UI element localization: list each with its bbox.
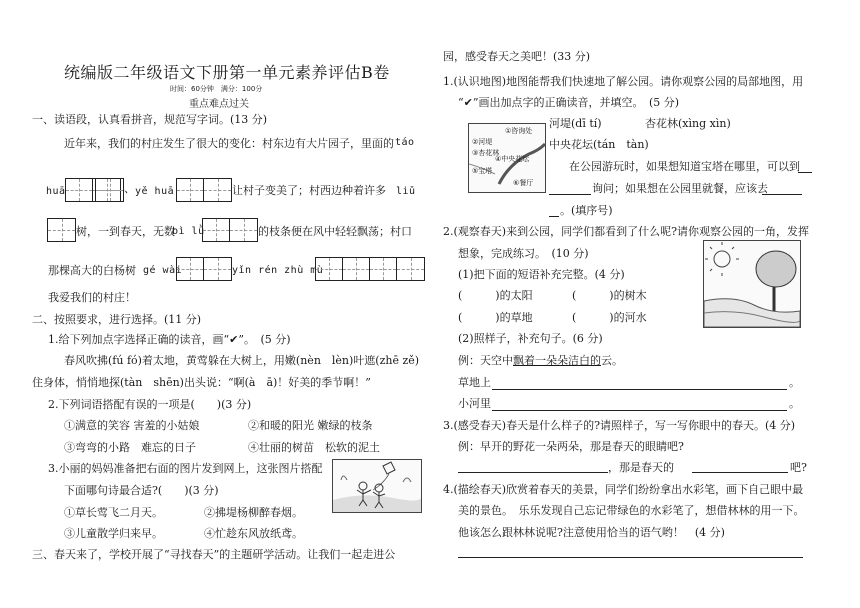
page-title: 统编版二年级语文下册第一单元素养评估B卷 xyxy=(64,63,390,82)
phrase-grass[interactable]: ( )的草地 xyxy=(458,311,533,324)
writing-grid-tao[interactable] xyxy=(95,178,124,202)
option-2-3-3[interactable]: ③儿童散学归来早。 xyxy=(64,527,163,540)
answer-blank-pagoda-2[interactable] xyxy=(549,194,591,195)
answer-line-spring-1[interactable] xyxy=(458,472,608,473)
map-label-3: ③杏花林 xyxy=(472,149,500,157)
paragraph-line-6: 我爱我们的村庄！ xyxy=(48,291,136,304)
answer-line-spring-2[interactable] xyxy=(692,472,788,473)
paragraph-line-3: 树，一到春天，无数 xyxy=(76,225,175,238)
park-map-image xyxy=(468,123,546,193)
option-2-3-4[interactable]: ④忙趁东风放纸鸢。 xyxy=(204,527,303,540)
question-3-1: 1.(认识地图)地图能帮我们快速地了解公园。请你观察公园的局部地图，用 xyxy=(443,75,804,88)
writing-grid-gewai[interactable] xyxy=(176,257,232,281)
option-2-2-4[interactable]: ④壮丽的树苗 松软的泥土 xyxy=(248,441,380,454)
question-3-2: 2.(观察春天)来到公园，同学们都看到了什么呢?请你观察公园的一角，发挥 xyxy=(443,225,809,238)
writing-grid-liu[interactable] xyxy=(47,218,76,242)
example-sentence-prefix: 例：天空中 xyxy=(458,354,513,367)
option-2-2-2[interactable]: ②和暖的阳光 嫩绿的枝条 xyxy=(248,419,373,432)
option-2-2-1[interactable]: ①满意的笑容 害羞的小姑娘 xyxy=(64,419,200,432)
question-2-3: 3.小丽的妈妈准备把右面的图片发到网上，这张图片搭配 xyxy=(48,462,323,475)
option-2-3-2[interactable]: ②拂堤杨柳醉春烟。 xyxy=(204,506,303,519)
park-scene-image xyxy=(703,240,801,328)
question-2-1: 1.给下列加点字选择正确的读音，画“✔”。 (5 分) xyxy=(48,333,291,346)
writing-grid-yinrenzhumu[interactable] xyxy=(315,257,425,281)
map-label-1: ①咨询处 xyxy=(505,127,533,135)
paragraph-line-5: 那棵高大的白杨树 xyxy=(48,264,136,277)
question-3-1-note: 。(填序号) xyxy=(560,204,613,217)
question-2-2: 2.下列词语搭配有误的一项是( )(3 分) xyxy=(48,398,252,411)
question-3-3-mid: ，那是春天的 xyxy=(608,461,674,474)
phrase-trees[interactable]: ( )的树木 xyxy=(572,289,647,302)
question-3-4: 4.(描绘春天)欣赏着春天的美景，同学们纷纷拿出水彩笔，画下自己眼中最 xyxy=(443,483,804,496)
question-2-3-b: 下面哪句诗最合适?( )(3 分) xyxy=(64,484,219,497)
question-3-2-b: 想象，完成练习。 (10 分) xyxy=(458,247,589,260)
answer-line-river[interactable] xyxy=(492,410,787,411)
reading-river-bank[interactable]: 河堤(dī tí) xyxy=(549,117,602,130)
question-3-3: 3.(感受春天)春天是什么样子的?请照样子，写一写你眼中的春天。(4 分) xyxy=(443,419,796,432)
pinyin-tao: táo xyxy=(395,137,415,148)
pinyin-bilv: bì lǜ xyxy=(172,226,205,237)
option-2-3-1[interactable]: ①草长莺飞二月天。 xyxy=(64,506,163,519)
sentence-grass-end: 。 xyxy=(789,376,800,389)
reading-apricot-grove[interactable]: 杏花林(xìng xìn) xyxy=(645,117,731,130)
section-3-heading: 三、春天来了，学校开展了“寻找春天”的主题研学活动。让我们一起走进公 xyxy=(32,548,396,561)
section-3-continued: 园，感受春天之美吧！(33 分) xyxy=(443,50,591,63)
answer-blank-pagoda[interactable] xyxy=(798,172,812,173)
question-3-1-b: “✔”画出加点字的正确读音，并填空。 (5 分) xyxy=(458,96,680,109)
sentence-river: 小河里 xyxy=(458,397,491,410)
answer-blank-dining[interactable] xyxy=(762,194,802,195)
section-subtitle: 重点难点过关 xyxy=(189,99,249,110)
question-3-3-end: 吧? xyxy=(790,461,807,474)
example-sentence-label xyxy=(458,354,623,368)
option-2-2-3[interactable]: ③弯弯的小路 难忘的日子 xyxy=(64,441,196,454)
pinyin-hua: huā xyxy=(46,186,66,197)
map-label-2: ②河堤 xyxy=(472,138,493,146)
question-3-2-part1: (1)把下面的短语补充完整。(4 分) xyxy=(458,268,625,281)
paragraph-line-4: 的枝条便在风中轻轻飘荡；村口 xyxy=(258,225,412,238)
paragraph-line-1: 近年来，我们的村庄发生了很大的变化：村东边有大片园子，里面的 xyxy=(64,137,394,150)
map-label-5: ⑤宝塔 xyxy=(472,167,493,175)
pinyin-yinrenzhumu: yǐn rén zhù mù xyxy=(232,265,324,276)
writing-grid-bilv[interactable] xyxy=(202,218,258,242)
map-label-4: ④中央花坛 xyxy=(495,155,530,163)
example-sentence-underlined: 飘着一朵朵洁白的 xyxy=(513,354,601,367)
question-2-1-text-b: 住身体，悄悄地探(tàn shēn)出头说：“啊(à ā)！好美的季节啊！” xyxy=(32,376,371,389)
section-1-heading: 一、读语段，认真看拼音，规范写字词。(13 分) xyxy=(32,113,268,126)
answer-line-borrow[interactable] xyxy=(458,557,803,558)
phrase-sun[interactable]: ( )的太阳 xyxy=(458,289,533,302)
pinyin-yehua: yě huā xyxy=(135,186,175,197)
answer-line-grass[interactable] xyxy=(492,389,787,390)
exam-meta: 时间：60分钟 满分：100分 xyxy=(170,85,263,93)
pinyin-liu: liǔ xyxy=(396,186,416,197)
paragraph-line-2: 让村子变美了；村西边种着许多 xyxy=(232,184,386,197)
answer-blank-dining-2[interactable] xyxy=(549,216,559,217)
question-3-4-b: 美的景色。 乐乐发现自己忘记带绿色的水彩笔了，想借林林的用一下。 xyxy=(458,504,805,517)
example-sentence-end: 云。 xyxy=(601,354,623,367)
phrase-river[interactable]: ( )的河水 xyxy=(572,311,647,324)
map-label-6: ⑥餐厅 xyxy=(513,179,534,187)
question-3-1-fill-b: 询问；如果想在公园里就餐，应该去 xyxy=(592,182,768,195)
question-3-3-example: 例：早开的野花一朵两朵，那是春天的眼睛吧? xyxy=(458,440,684,453)
writing-grid-yehua[interactable] xyxy=(176,178,232,202)
question-3-2-part2: (2)照样子，补充句子。(6 分) xyxy=(458,332,603,345)
reading-central-flowerbed[interactable]: 中央花坛(tán tàn) xyxy=(549,138,649,151)
separator-comma: 、 xyxy=(124,182,135,195)
sentence-grass: 草地上 xyxy=(458,376,491,389)
question-2-1-text-a: 春风吹拂(fú fó)着太地，黄莺躲在大树上，用嫩(nèn lèn)叶遮(zhē zě) xyxy=(64,354,420,367)
question-3-1-fill-a: 在公园游玩时，如果想知道宝塔在哪里，可以到 xyxy=(569,160,800,173)
question-3-4-c: 他该怎么跟林林说呢?注意使用恰当的语气哟！ (4 分) xyxy=(458,526,725,539)
sentence-river-end: 。 xyxy=(789,397,800,410)
kite-children-image xyxy=(332,459,422,513)
section-2-heading: 二、按照要求，进行选择。(11 分) xyxy=(32,313,202,326)
pinyin-gewai: gé wài xyxy=(143,265,183,276)
